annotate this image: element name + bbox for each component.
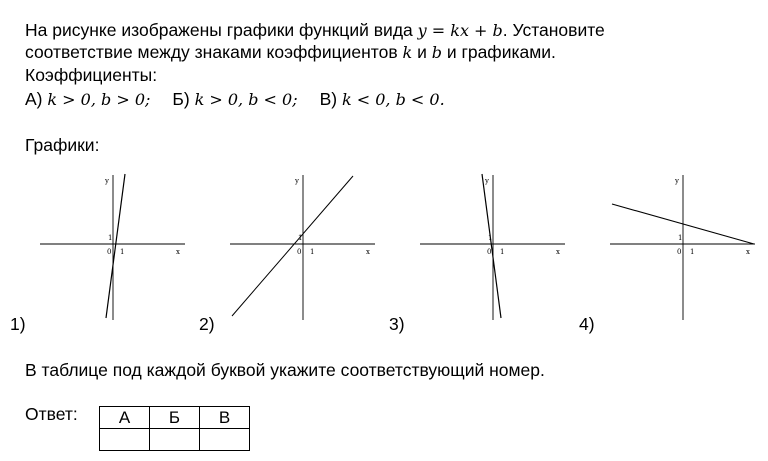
origin-label: 0 bbox=[107, 248, 112, 256]
x-axis-label: x bbox=[556, 248, 560, 256]
coef-k: k bbox=[402, 43, 413, 62]
graph-number-2: 2) bbox=[199, 314, 215, 334]
unit-x-label: 1 bbox=[120, 248, 125, 256]
x-axis-label: x bbox=[746, 248, 750, 256]
task-line-2 bbox=[25, 42, 556, 63]
y-axis-label: y bbox=[295, 177, 299, 185]
task-text: соответствие между знаками коэффициентов bbox=[25, 42, 403, 62]
answer-input-row bbox=[100, 429, 250, 451]
unit-y-label: 1 bbox=[298, 234, 303, 242]
graph-number-4: 4) bbox=[579, 314, 595, 334]
task-text: На рисунке изображены графики функций вида bbox=[25, 20, 418, 40]
answer-cell-b[interactable] bbox=[150, 429, 200, 451]
y-axis-label: y bbox=[105, 177, 109, 185]
answer-cell-v[interactable] bbox=[200, 429, 250, 451]
task-text: и графиками. bbox=[441, 42, 556, 62]
task-text: . Установите bbox=[502, 20, 605, 40]
unit-y-label: 1 bbox=[488, 234, 493, 242]
instruction: В таблице под каждой буквой укажите соответствующий номер. bbox=[25, 360, 545, 380]
x-axis-label: x bbox=[176, 248, 180, 256]
coefficients-label: Коэффициенты: bbox=[25, 65, 158, 85]
graph-2 bbox=[230, 170, 380, 320]
graph-number-3: 3) bbox=[389, 314, 405, 334]
graph-3 bbox=[420, 170, 570, 320]
origin-label: 0 bbox=[677, 248, 682, 256]
unit-x-label: 1 bbox=[310, 248, 315, 256]
task-text: и bbox=[412, 42, 432, 62]
answer-label: Ответ: bbox=[25, 404, 78, 424]
answer-header-row bbox=[100, 407, 250, 429]
task-line-1 bbox=[25, 20, 605, 41]
x-axis-label: x bbox=[366, 248, 370, 256]
option-a: А) k > 0, b > 0; bbox=[25, 89, 151, 109]
graphs-label: Графики: bbox=[25, 135, 100, 155]
graph-number-1: 1) bbox=[10, 314, 26, 334]
origin-label: 0 bbox=[297, 248, 302, 256]
unit-x-label: 1 bbox=[500, 248, 505, 256]
coef-b: b bbox=[431, 43, 442, 62]
options-line bbox=[25, 89, 445, 110]
function-formula: y = kx + b bbox=[417, 21, 503, 40]
y-axis-label: y bbox=[675, 177, 679, 185]
unit-y-label: 1 bbox=[678, 234, 683, 242]
graph-1 bbox=[40, 170, 190, 320]
option-v: В) k < 0, b < 0. bbox=[319, 89, 445, 109]
answer-header-a: А bbox=[100, 407, 150, 429]
graph-4 bbox=[610, 170, 760, 320]
y-axis-label: y bbox=[485, 177, 489, 185]
answer-header-b: Б bbox=[150, 407, 200, 429]
answer-header-v: В bbox=[200, 407, 250, 429]
option-b: Б) k > 0, b < 0; bbox=[172, 89, 298, 109]
unit-y-label: 1 bbox=[108, 234, 113, 242]
origin-label: 0 bbox=[487, 248, 492, 256]
answer-table bbox=[99, 406, 250, 451]
answer-cell-a[interactable] bbox=[100, 429, 150, 451]
unit-x-label: 1 bbox=[690, 248, 695, 256]
